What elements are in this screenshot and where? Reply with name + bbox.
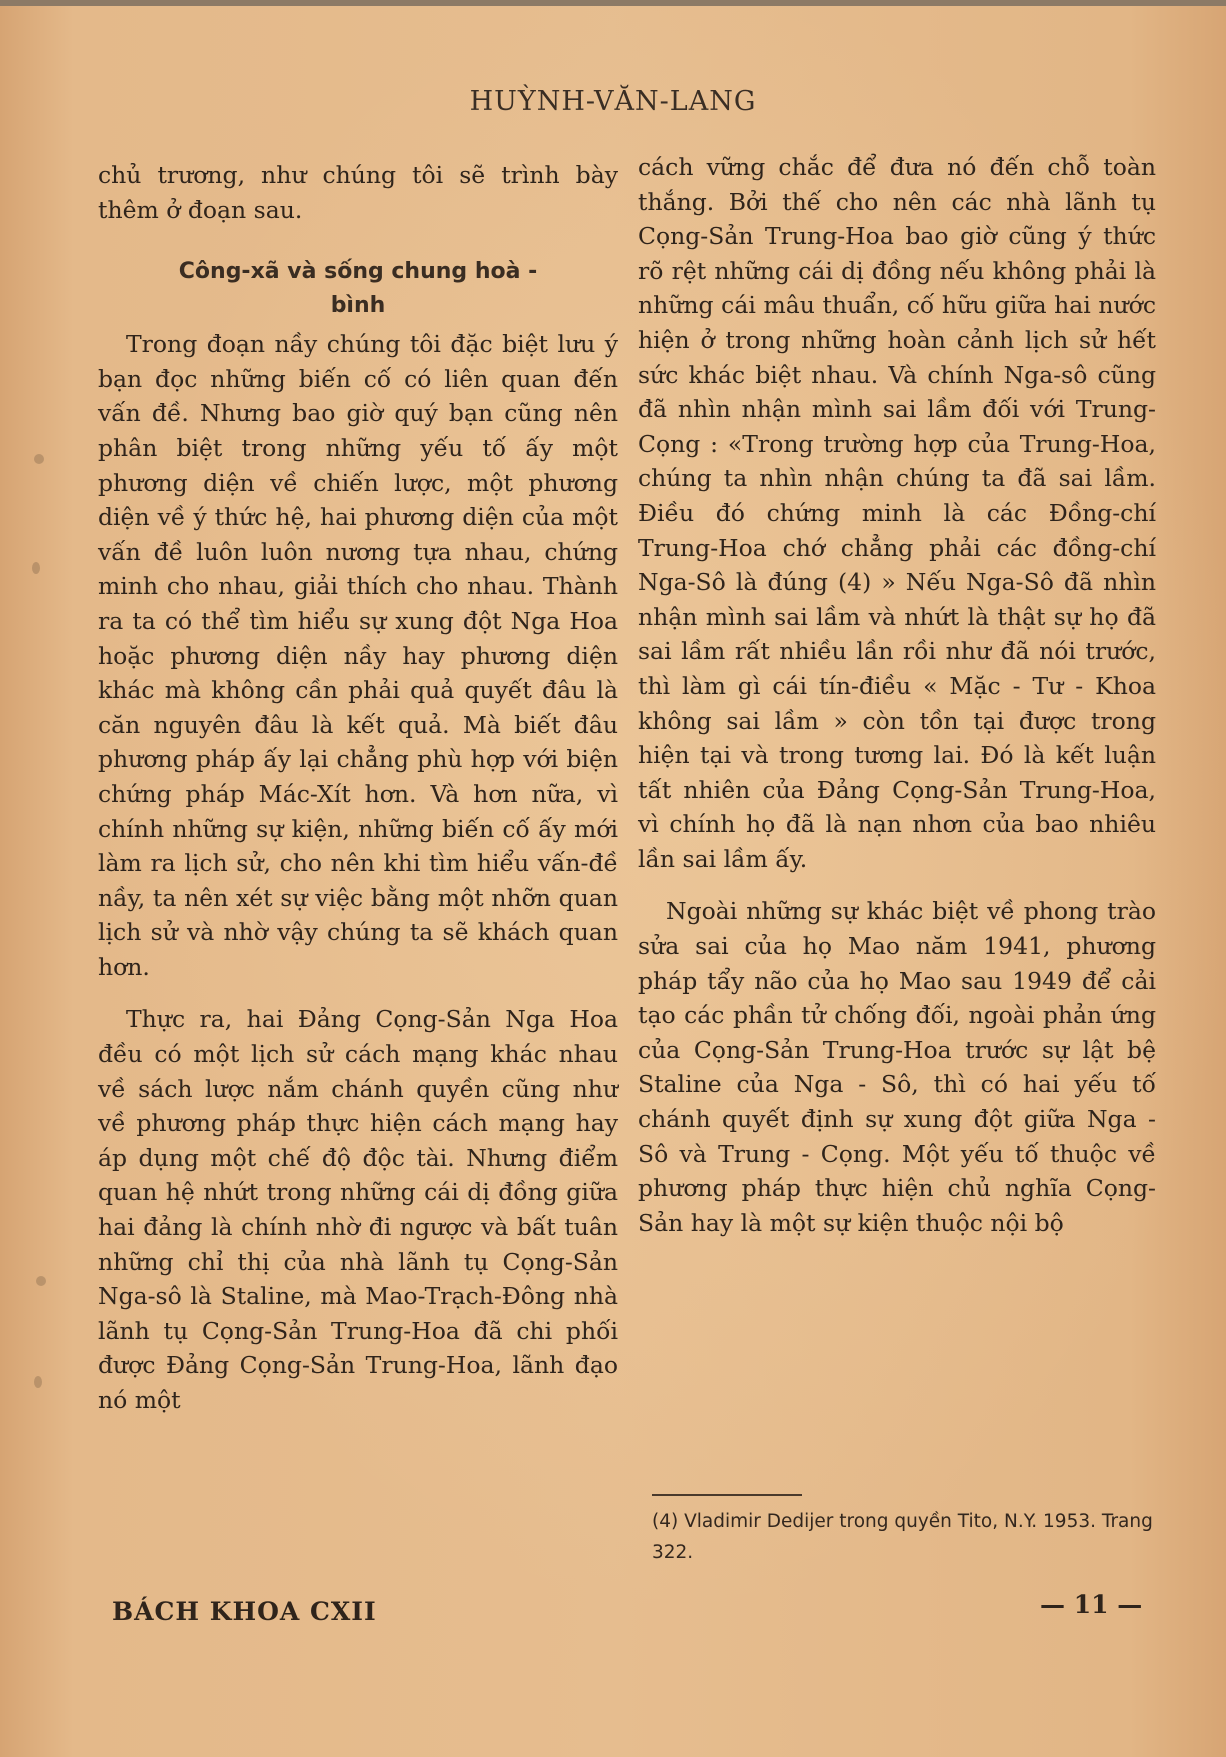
- page-top-edge: [0, 0, 1226, 6]
- margin-spot: [36, 1276, 46, 1286]
- right-paragraph-2: Ngoài những sự khác biệt về phong trào sửa sai của họ Mao năm 1941, phương pháp tẩy não của họ Mao sau 1949 để cải tạo các phần tử chống đối, ngoài phản ứng của Cọng-Sản Trung-Hoa trước sự lật bệ Staline của Nga - Sô, thì có hai yếu tố chánh quyết định sự xung đột giữa Nga - Sô và Trung - Cọng. Một yếu tố thuộc về phương pháp thực hiện chủ nghĩa Cọng-Sản hay là một sự kiện thuộc nội bộ: [638, 897, 1156, 1237]
- left-paragraph-3: Thực ra, hai Đảng Cọng-Sản Nga Hoa đều có một lịch sử cách mạng khác nhau về sách lược nắm chánh quyền cũng như về phương pháp thực hiện cách mạng hay áp dụng một chế độ độc tài. Nhưng điểm quan hệ nhứt trong những cái dị đồng giữa hai đảng là chính nhờ đi ngược và bất tuân những chỉ thị của nhà lãnh tụ Cọng-Sản Nga-sô là Staline, mà Mao-Trạch-Đông nhà lãnh tụ Cọng-Sản Trung-Hoa đã chi phối được Đảng Cọng-Sản Trung-Hoa, lãnh đạo nó một: [98, 1005, 618, 1414]
- footnote-rule: [652, 1494, 802, 1496]
- section-heading: Công-xã và sống chung hoà - bình: [178, 259, 538, 319]
- left-paragraph-2: Trong đoạn nầy chúng tôi đặc biệt lưu ý bạn đọc những biến cố có liên quan đến vấn đề. Nhưng bao giờ quý bạn cũng nên phân biệt trong những yếu tố ấy một phương diện về chiến lược, một phương diện về ý thức hệ, hai phương diện của một vấn đề luôn luôn nương tựa nhau, chứng minh cho nhau, giải thích cho nhau. Thành ra ta có thể tìm hiểu sự xung đột Nga Hoa hoặc phương diện nầy hay phương diện khác mà không cần phải quả quyết đâu là căn nguyên đâu là kết quả. Mà biết đâu phương pháp ấy lại chẳng phù hợp với biện chứng pháp Mác-Xít hơn. Và hơn nữa, vì chính những sự kiện, những biến cố ấy mới làm ra lịch sử, cho nên khi tìm hiểu vấn-đề nầy, ta nên xét sự việc bằng một nhỡn quan lịch sử và nhờ vậy chúng ta sẽ khách quan hơn.: [98, 330, 618, 981]
- margin-spot: [34, 1376, 42, 1388]
- footer-publication: BÁCH KHOA CXII: [112, 1597, 377, 1626]
- right-column: [638, 150, 1156, 1240]
- right-paragraph-1: cách vững chắc để đưa nó đến chỗ toàn thắng. Bởi thế cho nên các nhà lãnh tụ Cọng-Sản Trung-Hoa bao giờ cũng ý thức rõ rệt những cái dị đồng nếu không phải là những cái mâu thuẩn, cố hữu giữa hai nước hiện ở trong những hoàn cảnh lịch sử hết sức khác biệt nhau. Và chính Nga-sô cũng đã nhìn nhận mình sai lầm đối với Trung-Cọng : «Trong trường hợp của Trung-Hoa, chúng ta nhìn nhận chúng ta đã sai lầm. Điều đó chứng minh là các Đồng-chí Trung-Hoa chớ chẳng phải các đồng-chí Nga-Sô là đúng (4) » Nếu Nga-Sô đã nhìn nhận mình sai lầm và nhứt là thật sự họ đã sai lầm rất nhiều lần rồi như đã nói trước, thì làm gì cái tín-điều « Mặc - Tư - Khoa không sai lầm » còn tồn tại được trong hiện tại và trong tương lai. Đó là kết luận tất nhiên của Đảng Cọng-Sản Trung-Hoa, vì chính họ đã là nạn nhơn của bao nhiêu lần sai lầm ấy.: [638, 153, 1156, 873]
- margin-spot: [32, 562, 40, 574]
- left-paragraph-1: chủ trương, như chúng tôi sẽ trình bày thêm ở đoạn sau.: [98, 161, 618, 224]
- page-number: — 11 —: [1040, 1590, 1143, 1619]
- footnote: (4) Vladimir Dedijer trong quyền Tito, N.Y. 1953. Trang 322.: [652, 1511, 1153, 1563]
- left-column: [98, 158, 618, 1418]
- margin-spot: [34, 454, 44, 464]
- running-head: HUỲNH-VĂN-LANG: [469, 86, 757, 117]
